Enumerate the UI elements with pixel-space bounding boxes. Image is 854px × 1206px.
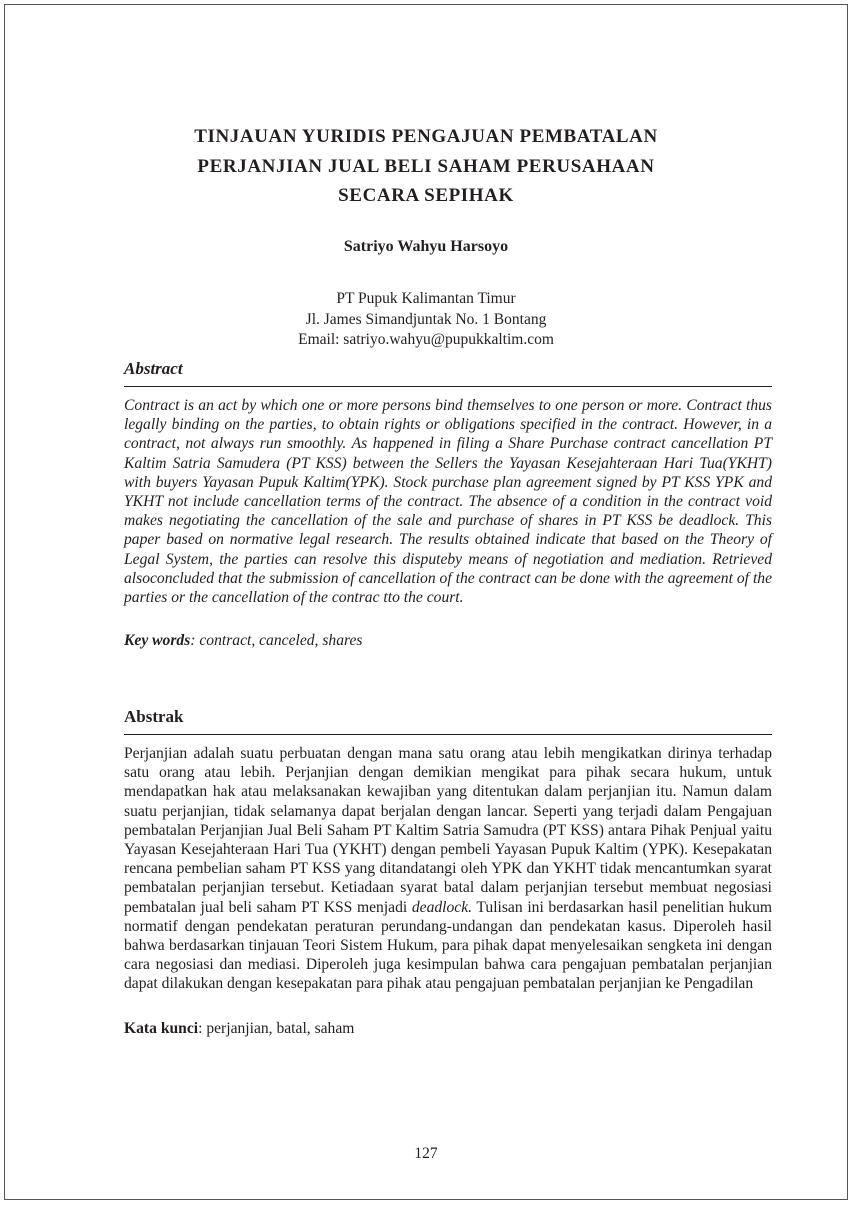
abstrak-body: [124, 744, 772, 994]
title-line-2: PERJANJIAN JUAL BELI SAHAM PERUSAHAAN: [197, 155, 655, 177]
affiliation-email: Email: satriyo.wahyu@pupukkaltim.com: [298, 331, 554, 348]
affiliation-organization: PT Pupuk Kalimantan Timur: [336, 290, 516, 307]
kata-kunci-values: : perjanjian, batal, saham: [198, 1020, 355, 1037]
abstrak-text-part-1: Perjanjian adalah suatu perbuatan dengan mana satu orang atau lebih mengikatkan dirinya terhadap satu orang atau lebih. Perjanjian dengan demikian mengikat para pihak secara hukum, untuk mendapatkan hak atau melaksanakan kewajiban yang ditentukan dalam perjanjian itu. Namun dalam suatu perjanjian, tidak selamanya dapat berjalan dengan lancar. Seperti yang terjadi dalam Pengajuan pembatalan Perjanjian Jual Beli Saham PT Kaltim Satria Samudra (PT KSS) antara Pihak Penjual yaitu Yayasan Kesejahteraan Hari Tua (YKHT) dengan pembeli Yayasan Pupuk Kaltim (YPK). Kesepakatan rencana pembelian saham PT KSS yang ditandatangi oleh YPK dan YKHT tidak mencantumkan syarat pembatalan perjanjian tersebut. Ketiadaan syarat batal dalam perjanjian tersebut membuat negosiasi pembatalan jual beli saham PT KSS menjadi: [124, 745, 772, 916]
keywords-values: : contract, canceled, shares: [190, 632, 363, 649]
title-line-1: TINJAUAN YURIDIS PENGAJUAN PEMBATALAN: [194, 126, 658, 147]
page-number: 127: [414, 1145, 438, 1162]
abstrak-text-italic: deadlock.: [411, 898, 473, 916]
author-affiliation: [5, 289, 847, 351]
author-name: Satriyo Wahyu Harsoyo: [343, 238, 509, 255]
abstrak-text-part-2: Tulisan ini berdasarkan hasil penelitian hukum normatif dengan pendekatan peraturan perundang-undangan dan pendekatan kasus. Diperoleh hasil bahwa berdasarkan tinjauan Teori Sistem Hukum, para pihak dapat menyelesaikan sengketa ini dengan cara negosiasi dan mediasi. Diperoleh juga kesimpulan bahwa cara pengajuan pembatalan perjanjian dapat dilakukan dengan kesepakatan para pihak atau pengajuan pembatalan perjanjian ke Pengadilan: [124, 898, 773, 993]
title-line-3: SECARA SEPIHAK: [338, 185, 514, 206]
affiliation-address: Jl. James Simandjuntak No. 1 Bontang: [305, 310, 547, 328]
abstract-body: Contract is an act by which one or more persons bind themselves to one person or more. Contract thus legally binding on the parties, to obtain rights or obligations specified in the contract. However, in a contract, not always run smoothly. As happened in filing a Share Purchase contract cancellation PT Kaltim Satria Samudera (PT KSS) between the Sellers the Yayasan Kesejahteraan Hari Tua(YKHT) with buyers Yayasan Pupuk Kaltim(YPK). Stock purchase plan agreement signed by PT KSS YPK and YKHT not include cancellation terms of the contract. The absence of a condition in the contract void makes negotiating the cancellation of the sale and purchase of shares in PT KSS be deadlock. This paper based on normative legal research. The results obtained indicate that based on the Theory of Legal System, the parties can resolve this disputeby means of negotiation and mediation. Retrieved alsoconcluded that the submission of cancellation of the contract can be done with the agreement of the parties or the cancellation of the contrac tto the court.: [124, 397, 772, 607]
keywords-line: [124, 631, 772, 650]
kata-kunci-label: Kata kunci: [124, 1020, 199, 1037]
kata-kunci-line: [124, 1019, 772, 1038]
paper-title: [5, 122, 847, 211]
abstrak-heading: Abstrak: [124, 707, 772, 735]
page: [4, 4, 848, 1200]
abstract-heading: Abstract: [124, 359, 772, 387]
keywords-label: Key words: [124, 632, 191, 649]
